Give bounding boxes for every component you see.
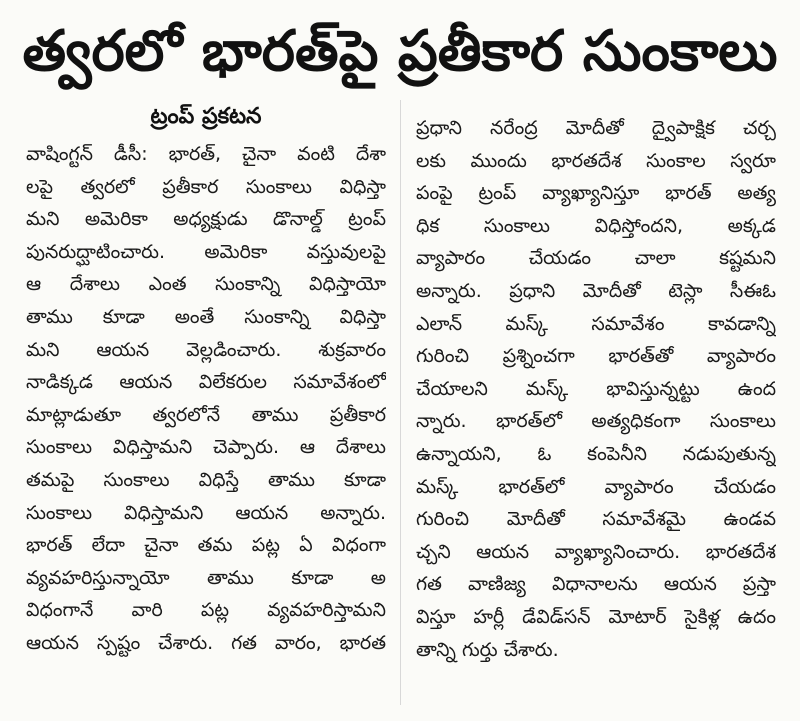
text-line: గురించి ప్రశ్నించగా భారత్‌తో వ్యాపారం: [416, 345, 776, 368]
text-line: పంపై ట్రంప్ వ్యాఖ్యానిస్తూ భారత్ అత్య: [416, 182, 776, 205]
text-line: గత వాణిజ్య విధానాలను ఆయన ప్రస్తా: [416, 573, 776, 596]
text-line: తాము కూడా అంతే సుంకాన్ని విధిస్తా: [26, 305, 386, 328]
right-column-text: [416, 112, 776, 666]
text-line: ఉన్నాయని, ఓ కంపెనీని నడుపుతున్న: [416, 442, 776, 465]
right-column: [416, 100, 776, 666]
text-line: మని ఆయన వెల్లడించారు. శుక్రవారం: [26, 338, 386, 361]
text-line: ఆయన స్పష్టం చేశారు. గత వారం, భారత: [26, 631, 386, 654]
text-line: న్నారు. భారత్‌లో అత్యధికంగా సుంకాలు: [416, 410, 776, 433]
text-line: మస్క్ భారత్‌లో వ్యాపారం చేయడం: [416, 475, 776, 498]
text-line: తమపై సుంకాలు విధిస్తే తాము కూడా: [26, 468, 386, 491]
text-line: లకు ముందు భారతదేశ సుంకాల స్వరూ: [416, 149, 776, 172]
text-line: అన్నారు. ప్రధాని మోదీతో టెస్లా సీఈఓ: [416, 279, 776, 302]
text-line: ఆ దేశాలు ఎంత సుంకాన్ని విధిస్తాయో: [26, 273, 386, 296]
text-line: విధంగానే వారి పట్ల వ్యవహరిస్తామని: [26, 599, 386, 622]
text-line: నాడిక్కడ ఆయన విలేకరుల సమావేశంలో: [26, 371, 386, 394]
text-line: ప్రధాని నరేంద్ర మోదీతో ద్వైపాక్షిక చర్చ: [416, 117, 776, 139]
text-line: వ్యవహరిస్తున్నాయో తాము కూడా అ: [26, 566, 386, 589]
text-line: వాషింగ్టన్ డీసీ: భారత్, చైనా వంటి దేశా: [26, 143, 386, 165]
headline: త్వరలో భారత్‌పై ప్రతీకార సుంకాలు: [22, 19, 778, 84]
text-line: చేయాలని మస్క్ భావిస్తున్నట్టు ఉంద: [416, 377, 776, 400]
text-line: సుంకాలు విధిస్తామని చెప్పారు. ఆ దేశాలు: [26, 436, 386, 459]
text-line: సుంకాలు విధిస్తామని ఆయన అన్నారు.: [26, 501, 386, 524]
subheading: ట్రంప్ ప్రకటన: [150, 104, 262, 129]
text-line: చ్చని ఆయన వ్యాఖ్యానించారు. భారతదేశ: [416, 540, 776, 563]
text-line: విస్తూ హర్లీ డేవిడ్‌సన్ మోటార్ సైకిళ్ల ఉదం: [416, 605, 776, 628]
text-line: మని అమెరికా అధ్యక్షుడు డొనాల్డ్ ట్రంప్: [26, 208, 386, 231]
text-line: ధిక సుంకాలు విధిస్తోందని, అక్కడ: [416, 214, 776, 237]
text-line: మాట్లాడుతూ త్వరలోనే తాము ప్రతీకార: [26, 403, 386, 426]
text-line: గురించి మోదీతో సమావేశమై ఉండవ: [416, 508, 776, 531]
left-column: [26, 100, 386, 660]
text-line: పునరుద్ఘాటించారు. అమెరికా వస్తువులపై: [26, 240, 386, 263]
text-line: లపై త్వరలో ప్రతీకార సుంకాలు విధిస్తా: [26, 175, 386, 198]
text-line: భారత్ లేదా చైనా తమ పట్ల ఏ విధంగా: [26, 534, 386, 557]
column-divider: [400, 100, 401, 705]
text-line: తాన్ని గుర్తు చేశారు.: [416, 638, 559, 661]
text-line: వ్యాపారం చేయడం చాలా కష్టమని: [416, 247, 776, 270]
left-column-text: [26, 138, 386, 660]
text-line: ఎలాన్ మస్క్ సమావేశం కావడాన్ని: [416, 312, 776, 335]
